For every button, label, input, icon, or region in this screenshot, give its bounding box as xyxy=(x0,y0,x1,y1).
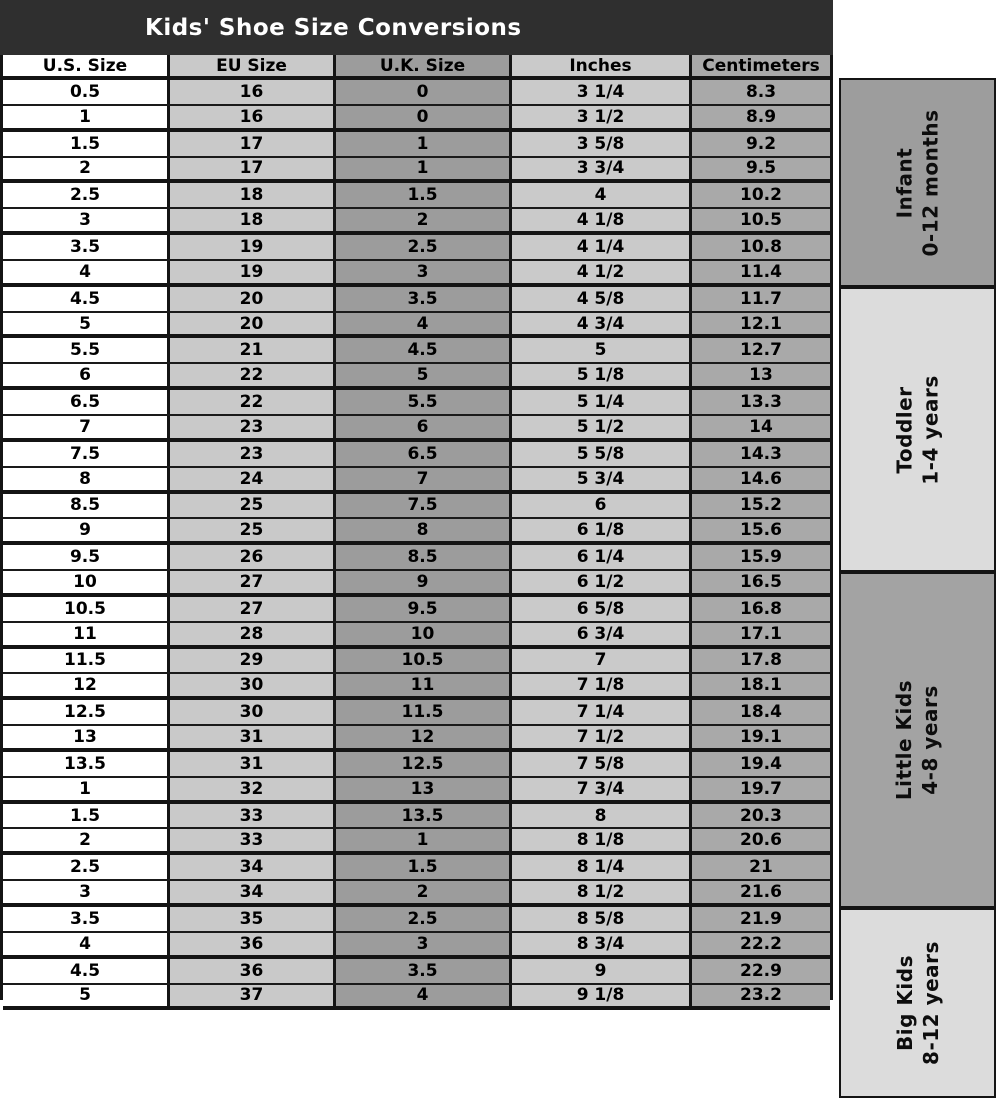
cell-us-size: 0.5 xyxy=(3,80,170,104)
cell-centimeters: 19.7 xyxy=(692,778,830,800)
cell-eu-size: 28 xyxy=(170,623,336,645)
cell-inches: 7 1/4 xyxy=(512,700,692,724)
cell-centimeters: 11.4 xyxy=(692,261,830,283)
age-group-name: Little Kids xyxy=(892,679,917,801)
cell-uk-size: 1.5 xyxy=(336,183,512,207)
table-row xyxy=(3,855,830,881)
cell-centimeters: 8.3 xyxy=(692,80,830,104)
cell-eu-size: 34 xyxy=(170,881,336,903)
cell-uk-size: 3 xyxy=(336,933,512,955)
table-row xyxy=(3,494,830,520)
cell-centimeters: 16.8 xyxy=(692,597,830,621)
cell-inches: 7 xyxy=(512,649,692,673)
cell-centimeters: 11.7 xyxy=(692,287,830,311)
cell-uk-size: 3 xyxy=(336,261,512,283)
cell-inches: 4 3/4 xyxy=(512,313,692,335)
cell-eu-size: 31 xyxy=(170,752,336,776)
cell-eu-size: 25 xyxy=(170,494,336,518)
table-row xyxy=(3,674,830,700)
cell-eu-size: 36 xyxy=(170,959,336,983)
cell-eu-size: 19 xyxy=(170,261,336,283)
cell-inches: 8 xyxy=(512,804,692,828)
table-row xyxy=(3,390,830,416)
cell-uk-size: 7 xyxy=(336,468,512,490)
cell-uk-size: 8 xyxy=(336,519,512,541)
cell-inches: 6 1/8 xyxy=(512,519,692,541)
page-title: Kids' Shoe Size Conversions xyxy=(145,14,522,41)
cell-inches: 6 3/4 xyxy=(512,623,692,645)
cell-eu-size: 19 xyxy=(170,235,336,259)
cell-inches: 6 5/8 xyxy=(512,597,692,621)
cell-centimeters: 21.9 xyxy=(692,907,830,931)
table-row xyxy=(3,804,830,830)
table-row xyxy=(3,649,830,675)
table-header-row xyxy=(3,55,830,80)
cell-inches: 6 xyxy=(512,494,692,518)
cell-uk-size: 13.5 xyxy=(336,804,512,828)
cell-us-size: 3 xyxy=(3,881,170,903)
cell-eu-size: 18 xyxy=(170,209,336,231)
age-group-name: Big Kids xyxy=(892,955,917,1051)
cell-us-size: 4.5 xyxy=(3,959,170,983)
cell-us-size: 8 xyxy=(3,468,170,490)
cell-uk-size: 1 xyxy=(336,829,512,851)
cell-centimeters: 21 xyxy=(692,855,830,879)
title-bar xyxy=(0,0,833,55)
age-group-infant-label xyxy=(891,109,943,256)
table-row xyxy=(3,106,830,132)
cell-uk-size: 4.5 xyxy=(336,338,512,362)
cell-inches: 5 3/4 xyxy=(512,468,692,490)
cell-centimeters: 13 xyxy=(692,364,830,386)
header-uk-size: U.K. Size xyxy=(336,55,512,76)
table-row xyxy=(3,700,830,726)
cell-uk-size: 2 xyxy=(336,881,512,903)
cell-uk-size: 0 xyxy=(336,106,512,128)
age-group-toddler-label xyxy=(892,375,944,484)
table-row xyxy=(3,545,830,571)
table-row xyxy=(3,985,830,1011)
cell-us-size: 4.5 xyxy=(3,287,170,311)
cell-inches: 7 1/8 xyxy=(512,674,692,696)
cell-us-size: 6.5 xyxy=(3,390,170,414)
cell-eu-size: 30 xyxy=(170,674,336,696)
header-us-size: U.S. Size xyxy=(3,55,170,76)
cell-us-size: 2 xyxy=(3,158,170,180)
table-row xyxy=(3,442,830,468)
table-row xyxy=(3,261,830,287)
cell-centimeters: 15.6 xyxy=(692,519,830,541)
cell-inches: 4 5/8 xyxy=(512,287,692,311)
cell-eu-size: 21 xyxy=(170,338,336,362)
cell-uk-size: 3.5 xyxy=(336,959,512,983)
cell-uk-size: 8.5 xyxy=(336,545,512,569)
cell-us-size: 2.5 xyxy=(3,183,170,207)
cell-us-size: 11.5 xyxy=(3,649,170,673)
cell-centimeters: 17.1 xyxy=(692,623,830,645)
cell-inches: 8 5/8 xyxy=(512,907,692,931)
cell-us-size: 4 xyxy=(3,933,170,955)
cell-inches: 6 1/4 xyxy=(512,545,692,569)
table-row xyxy=(3,571,830,597)
cell-eu-size: 33 xyxy=(170,829,336,851)
table-body xyxy=(3,80,830,1010)
cell-inches: 6 1/2 xyxy=(512,571,692,593)
table-row xyxy=(3,183,830,209)
cell-uk-size: 4 xyxy=(336,985,512,1007)
age-group-little-kids xyxy=(839,572,996,908)
cell-us-size: 6 xyxy=(3,364,170,386)
age-group-little-kids-label xyxy=(892,680,944,800)
cell-us-size: 13.5 xyxy=(3,752,170,776)
cell-us-size: 12 xyxy=(3,674,170,696)
cell-uk-size: 9 xyxy=(336,571,512,593)
cell-us-size: 10 xyxy=(3,571,170,593)
cell-inches: 3 1/4 xyxy=(512,80,692,104)
cell-eu-size: 16 xyxy=(170,106,336,128)
cell-uk-size: 2.5 xyxy=(336,235,512,259)
cell-eu-size: 17 xyxy=(170,132,336,156)
cell-centimeters: 23.2 xyxy=(692,985,830,1007)
table-row xyxy=(3,933,830,959)
age-group-range: 1-4 years xyxy=(918,374,943,485)
age-group-range: 8-12 years xyxy=(918,941,943,1065)
cell-inches: 5 xyxy=(512,338,692,362)
cell-us-size: 11 xyxy=(3,623,170,645)
cell-uk-size: 10 xyxy=(336,623,512,645)
age-group-name: Toddler xyxy=(892,385,917,474)
cell-uk-size: 1 xyxy=(336,158,512,180)
cell-inches: 4 1/2 xyxy=(512,261,692,283)
cell-eu-size: 32 xyxy=(170,778,336,800)
cell-us-size: 2 xyxy=(3,829,170,851)
cell-centimeters: 12.1 xyxy=(692,313,830,335)
table-row xyxy=(3,623,830,649)
table-row xyxy=(3,80,830,106)
cell-uk-size: 6.5 xyxy=(336,442,512,466)
cell-us-size: 1.5 xyxy=(3,804,170,828)
cell-centimeters: 13.3 xyxy=(692,390,830,414)
cell-eu-size: 31 xyxy=(170,726,336,748)
header-centimeters: Centimeters xyxy=(692,55,830,76)
cell-us-size: 7.5 xyxy=(3,442,170,466)
cell-centimeters: 9.2 xyxy=(692,132,830,156)
cell-eu-size: 29 xyxy=(170,649,336,673)
cell-centimeters: 15.9 xyxy=(692,545,830,569)
header-inches: Inches xyxy=(512,55,692,76)
table-row xyxy=(3,829,830,855)
table-row xyxy=(3,338,830,364)
cell-inches: 3 3/4 xyxy=(512,158,692,180)
age-group-range: 0-12 months xyxy=(918,108,943,257)
cell-centimeters: 14.6 xyxy=(692,468,830,490)
table-row xyxy=(3,313,830,339)
cell-us-size: 4 xyxy=(3,261,170,283)
table-row xyxy=(3,364,830,390)
table-row xyxy=(3,907,830,933)
cell-centimeters: 10.8 xyxy=(692,235,830,259)
cell-centimeters: 18.1 xyxy=(692,674,830,696)
cell-eu-size: 36 xyxy=(170,933,336,955)
table-row xyxy=(3,132,830,158)
conversion-table xyxy=(0,55,833,1006)
cell-centimeters: 20.6 xyxy=(692,829,830,851)
cell-us-size: 3.5 xyxy=(3,907,170,931)
cell-centimeters: 14 xyxy=(692,416,830,438)
cell-uk-size: 11.5 xyxy=(336,700,512,724)
cell-centimeters: 21.6 xyxy=(692,881,830,903)
cell-eu-size: 30 xyxy=(170,700,336,724)
cell-inches: 9 xyxy=(512,959,692,983)
cell-us-size: 3.5 xyxy=(3,235,170,259)
cell-us-size: 1 xyxy=(3,106,170,128)
cell-centimeters: 19.4 xyxy=(692,752,830,776)
cell-us-size: 12.5 xyxy=(3,700,170,724)
cell-uk-size: 12 xyxy=(336,726,512,748)
cell-eu-size: 34 xyxy=(170,855,336,879)
cell-us-size: 10.5 xyxy=(3,597,170,621)
table-row xyxy=(3,468,830,494)
cell-centimeters: 16.5 xyxy=(692,571,830,593)
age-group-toddler xyxy=(839,287,996,572)
cell-inches: 5 1/8 xyxy=(512,364,692,386)
cell-centimeters: 18.4 xyxy=(692,700,830,724)
cell-us-size: 1.5 xyxy=(3,132,170,156)
cell-uk-size: 6 xyxy=(336,416,512,438)
cell-eu-size: 22 xyxy=(170,390,336,414)
age-group-big-kids-label xyxy=(891,941,943,1065)
table-row xyxy=(3,726,830,752)
cell-uk-size: 2.5 xyxy=(336,907,512,931)
cell-us-size: 5 xyxy=(3,985,170,1007)
cell-us-size: 2.5 xyxy=(3,855,170,879)
cell-centimeters: 15.2 xyxy=(692,494,830,518)
cell-uk-size: 11 xyxy=(336,674,512,696)
cell-centimeters: 14.3 xyxy=(692,442,830,466)
cell-inches: 5 5/8 xyxy=(512,442,692,466)
cell-eu-size: 20 xyxy=(170,287,336,311)
cell-eu-size: 17 xyxy=(170,158,336,180)
cell-centimeters: 9.5 xyxy=(692,158,830,180)
table-row xyxy=(3,881,830,907)
cell-eu-size: 33 xyxy=(170,804,336,828)
cell-uk-size: 13 xyxy=(336,778,512,800)
cell-inches: 7 1/2 xyxy=(512,726,692,748)
cell-inches: 5 1/2 xyxy=(512,416,692,438)
cell-inches: 3 1/2 xyxy=(512,106,692,128)
table-row xyxy=(3,209,830,235)
cell-eu-size: 35 xyxy=(170,907,336,931)
cell-us-size: 9 xyxy=(3,519,170,541)
cell-inches: 8 3/4 xyxy=(512,933,692,955)
table-row xyxy=(3,158,830,184)
cell-uk-size: 12.5 xyxy=(336,752,512,776)
cell-inches: 8 1/4 xyxy=(512,855,692,879)
cell-us-size: 3 xyxy=(3,209,170,231)
table-row xyxy=(3,519,830,545)
cell-uk-size: 10.5 xyxy=(336,649,512,673)
cell-us-size: 7 xyxy=(3,416,170,438)
cell-uk-size: 9.5 xyxy=(336,597,512,621)
cell-eu-size: 18 xyxy=(170,183,336,207)
age-group-name: Infant xyxy=(892,147,917,218)
cell-centimeters: 22.9 xyxy=(692,959,830,983)
cell-uk-size: 1 xyxy=(336,132,512,156)
cell-eu-size: 16 xyxy=(170,80,336,104)
cell-eu-size: 27 xyxy=(170,571,336,593)
cell-uk-size: 3.5 xyxy=(336,287,512,311)
cell-uk-size: 7.5 xyxy=(336,494,512,518)
table-row xyxy=(3,597,830,623)
cell-eu-size: 20 xyxy=(170,313,336,335)
cell-uk-size: 0 xyxy=(336,80,512,104)
cell-eu-size: 37 xyxy=(170,985,336,1007)
cell-inches: 7 3/4 xyxy=(512,778,692,800)
cell-inches: 8 1/8 xyxy=(512,829,692,851)
cell-us-size: 5.5 xyxy=(3,338,170,362)
cell-uk-size: 5 xyxy=(336,364,512,386)
table-row xyxy=(3,752,830,778)
cell-centimeters: 8.9 xyxy=(692,106,830,128)
cell-eu-size: 22 xyxy=(170,364,336,386)
cell-inches: 4 1/8 xyxy=(512,209,692,231)
cell-eu-size: 26 xyxy=(170,545,336,569)
cell-centimeters: 12.7 xyxy=(692,338,830,362)
table-row xyxy=(3,416,830,442)
age-group-big-kids xyxy=(839,908,996,1098)
table-row xyxy=(3,235,830,261)
table-row xyxy=(3,778,830,804)
cell-centimeters: 10.5 xyxy=(692,209,830,231)
cell-inches: 9 1/8 xyxy=(512,985,692,1007)
cell-inches: 5 1/4 xyxy=(512,390,692,414)
cell-uk-size: 1.5 xyxy=(336,855,512,879)
cell-inches: 7 5/8 xyxy=(512,752,692,776)
cell-centimeters: 22.2 xyxy=(692,933,830,955)
cell-eu-size: 24 xyxy=(170,468,336,490)
cell-us-size: 13 xyxy=(3,726,170,748)
cell-uk-size: 5.5 xyxy=(336,390,512,414)
age-group-range: 4-8 years xyxy=(918,685,943,795)
cell-centimeters: 10.2 xyxy=(692,183,830,207)
cell-inches: 4 1/4 xyxy=(512,235,692,259)
cell-inches: 8 1/2 xyxy=(512,881,692,903)
table-row xyxy=(3,287,830,313)
cell-centimeters: 17.8 xyxy=(692,649,830,673)
cell-eu-size: 25 xyxy=(170,519,336,541)
cell-inches: 3 5/8 xyxy=(512,132,692,156)
cell-eu-size: 23 xyxy=(170,442,336,466)
cell-us-size: 5 xyxy=(3,313,170,335)
cell-centimeters: 20.3 xyxy=(692,804,830,828)
age-group-infant xyxy=(839,78,996,287)
cell-us-size: 8.5 xyxy=(3,494,170,518)
cell-us-size: 9.5 xyxy=(3,545,170,569)
cell-centimeters: 19.1 xyxy=(692,726,830,748)
cell-eu-size: 23 xyxy=(170,416,336,438)
cell-eu-size: 27 xyxy=(170,597,336,621)
table-row xyxy=(3,959,830,985)
cell-uk-size: 2 xyxy=(336,209,512,231)
header-eu-size: EU Size xyxy=(170,55,336,76)
cell-uk-size: 4 xyxy=(336,313,512,335)
cell-us-size: 1 xyxy=(3,778,170,800)
cell-inches: 4 xyxy=(512,183,692,207)
